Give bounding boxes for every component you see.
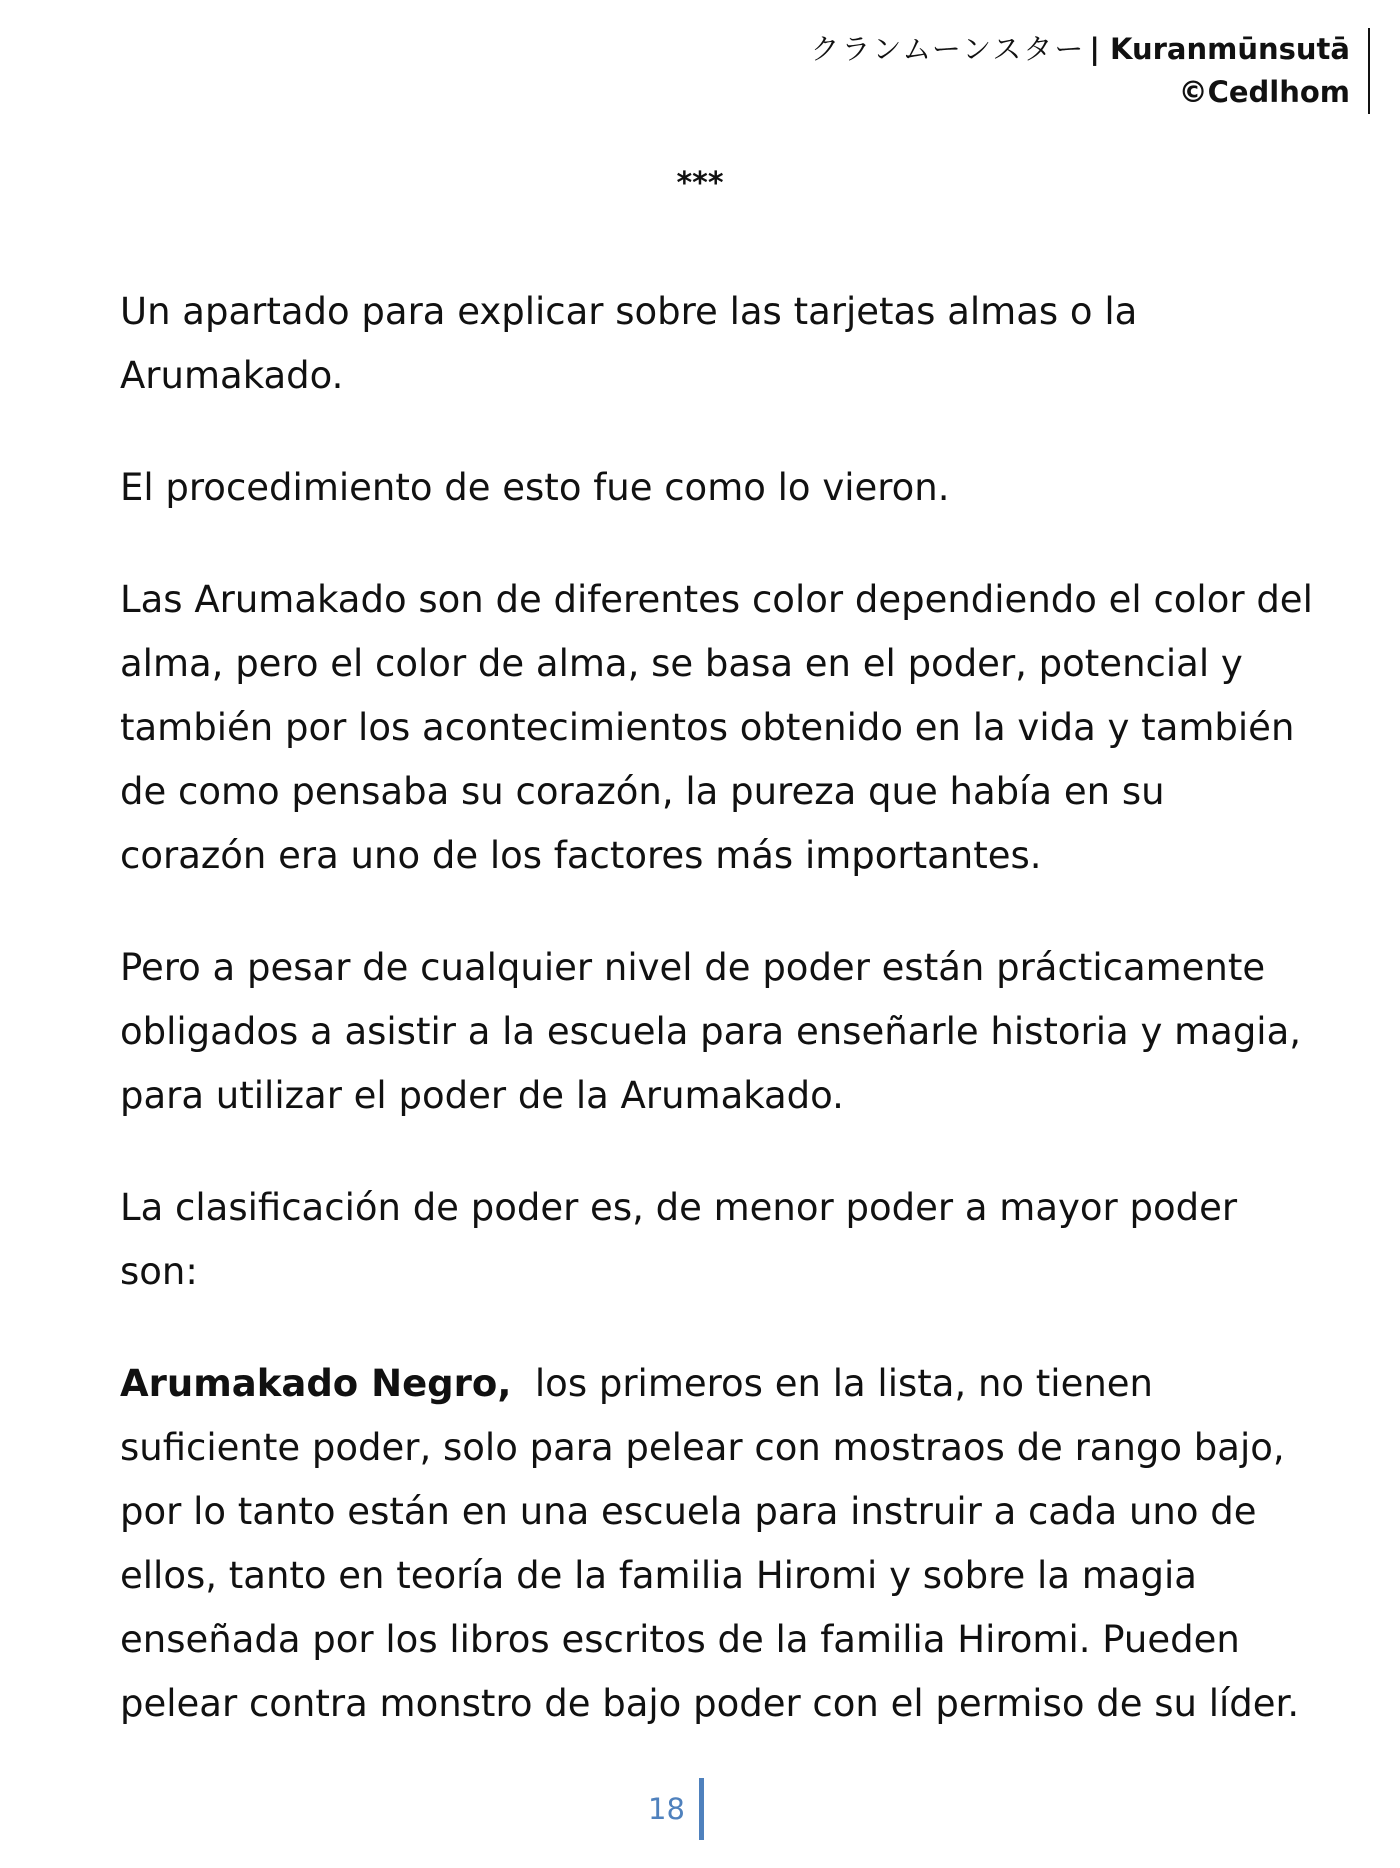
section-separator: *** xyxy=(676,166,724,201)
page-number: 18 xyxy=(648,1792,685,1826)
page-footer xyxy=(648,1778,704,1840)
header-title-japanese: クランムーンスター xyxy=(810,32,1086,66)
header-title-line xyxy=(810,28,1350,71)
header-separator: | xyxy=(1089,32,1101,66)
paragraph-intro: Un apartado para explicar sobre las tarjetas almas o la Arumakado. xyxy=(120,290,1138,397)
document-body xyxy=(120,280,1320,1784)
page-header xyxy=(810,28,1370,114)
paragraph-classification-intro: La clasificación de poder es, de menor poder a mayor poder son: xyxy=(120,1186,1238,1293)
page-number-bar xyxy=(699,1778,704,1840)
term-arumakado-negro: Arumakado Negro, xyxy=(120,1362,512,1405)
paragraph-procedure: El procedimiento de esto fue como lo vieron. xyxy=(120,466,950,509)
header-title-romaji: Kuranmūnsutā xyxy=(1110,32,1350,66)
paragraph-school: Pero a pesar de cualquier nivel de poder están prácticamente obligados a asistir a la escuela para enseñarle historia y magia, para utilizar el poder de la Arumakado. xyxy=(120,946,1302,1117)
header-copyright: ©Cedlhom xyxy=(1178,75,1350,109)
paragraph-arumakado-negro xyxy=(120,1352,1320,1736)
description-arumakado-negro: los primeros en la lista, no tienen suficiente poder, solo para pelear con mostraos de rango bajo, por lo tanto están en una escuela para instruir a cada uno de ellos, tanto en teoría de la familia Hiromi y sobre la magia enseñada por los libros escritos de la familia Hiromi. Pueden pelear contra monstro de bajo poder con el permiso de su líder. xyxy=(120,1362,1300,1725)
paragraph-colors: Las Arumakado son de diferentes color dependiendo el color del alma, pero el color de alma, se basa en el poder, potencial y también por los acontecimientos obtenido en la vida y también de como pensaba su corazón, la pureza que había en su corazón era uno de los factores más importantes. xyxy=(120,578,1313,877)
